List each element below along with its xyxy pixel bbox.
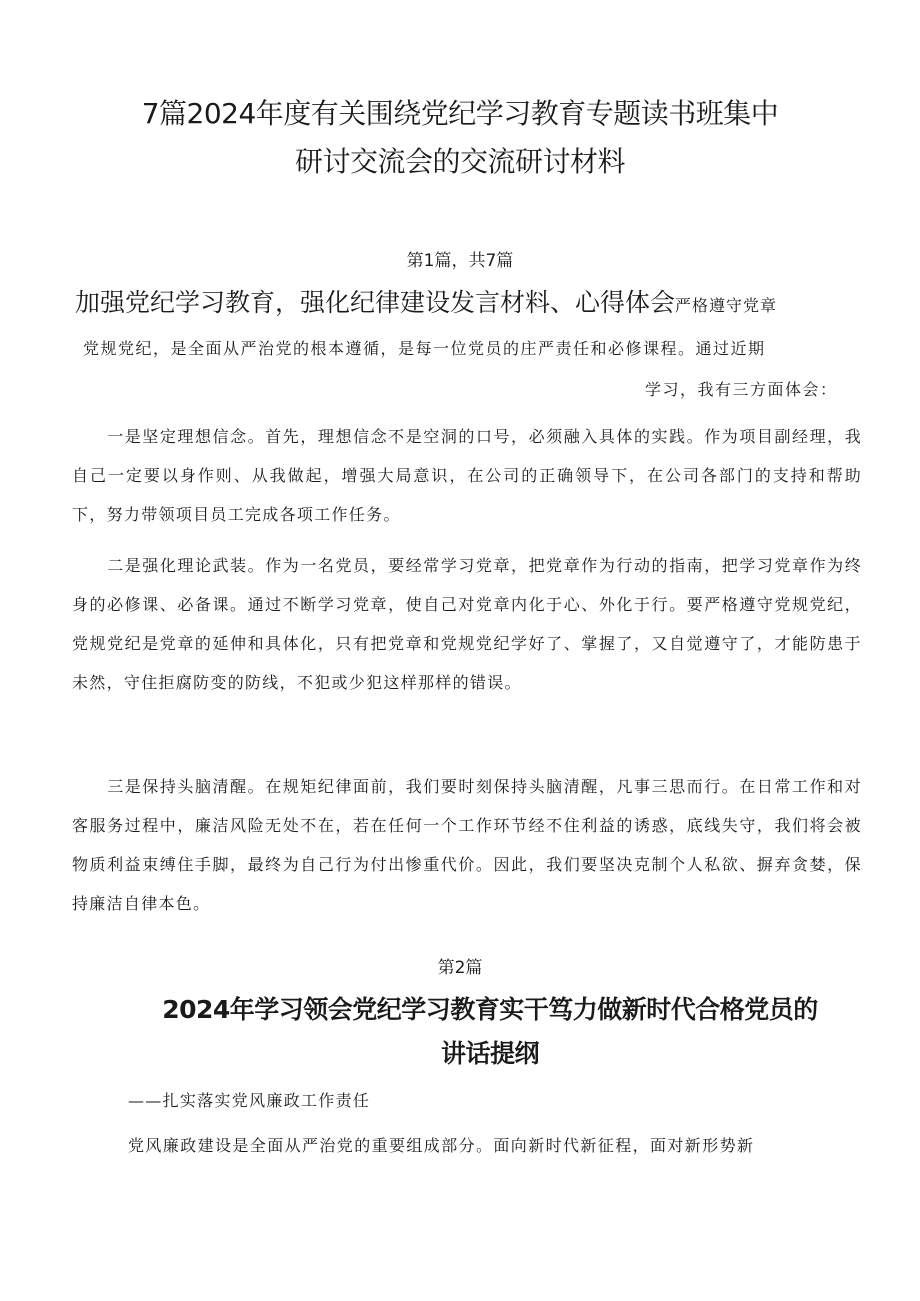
chapter-2-paragraph-start: 党风廉政建设是全面从严治党的重要组成部分。面向新时代新征程，面对新形势新 bbox=[128, 1136, 755, 1155]
chapter-1-intro-line-2: 党规党纪，是全面从严治党的根本遵循，是每一位党员的庄严责任和必修课程。通过近期 bbox=[83, 339, 766, 358]
chapter-2-heading-line-2: 讲话提纲 bbox=[440, 1039, 539, 1068]
chapter-2-marker: 第2篇 bbox=[437, 958, 483, 978]
paragraph-ideals: 一是坚定理想信念。首先，理想信念不是空洞的口号，必须融入具体的实践。作为项目副经理，我自己一定要以身作则、从我做起，增强大局意识，在公司的正确领导下，在公司各部门的支持和帮助下，努力带领项目员工完成各项工作任务。 bbox=[72, 427, 862, 524]
paragraph-theory: 二是强化理论武装。作为一名党员，要经常学习党章，把党章作为行动的指南，把学习党章作为终身的必修课、必备课。通过不断学习党章，使自己对党章内化于心、外化于行。要严格遵守党规党纪，党规党纪是党章的延伸和具体化，只有把党章和党规党纪学好了、掌握了，又自觉遵守了，才能防患于未然，守住拒腐防变的防线，不犯或少犯这样那样的错误。 bbox=[72, 556, 862, 692]
document-title-line-1: 7篇2024年度有关围绕党纪学习教育专题读书班集中 bbox=[141, 97, 779, 130]
chapter-1-heading-line bbox=[75, 283, 885, 319]
chapter-1-marker: 第1篇，共7篇 bbox=[406, 251, 514, 271]
paragraph-clear-mind: 三是保持头脑清醒。在规矩纪律面前，我们要时刻保持头脑清醒，凡事三思而行。在日常工作和对客服务过程中，廉洁风险无处不在，若在任何一个工作环节经不住利益的诱惑，底线失守，我们将会被物质利益束缚住手脚，最终为自己行为付出惨重代价。因此，我们要坚决克制个人私欲、摒弃贪婪，保持廉洁自律本色。 bbox=[72, 777, 862, 913]
chapter-1-intro-start: 严格遵守党章 bbox=[675, 296, 778, 315]
chapter-1-heading: 加强党纪学习教育，强化纪律建设发言材料、心得体会 bbox=[75, 288, 676, 317]
document-title-line-2: 研讨交流会的交流研讨材料 bbox=[294, 145, 625, 178]
chapter-2-heading-line-1: 2024年学习领会党纪学习教育实干笃力做新时代合格党员的 bbox=[162, 995, 818, 1024]
chapter-2-subtitle: ——扎实落实党风廉政工作责任 bbox=[128, 1091, 371, 1110]
chapter-1-intro-line-3: 学习，我有三方面体会： bbox=[645, 380, 838, 399]
